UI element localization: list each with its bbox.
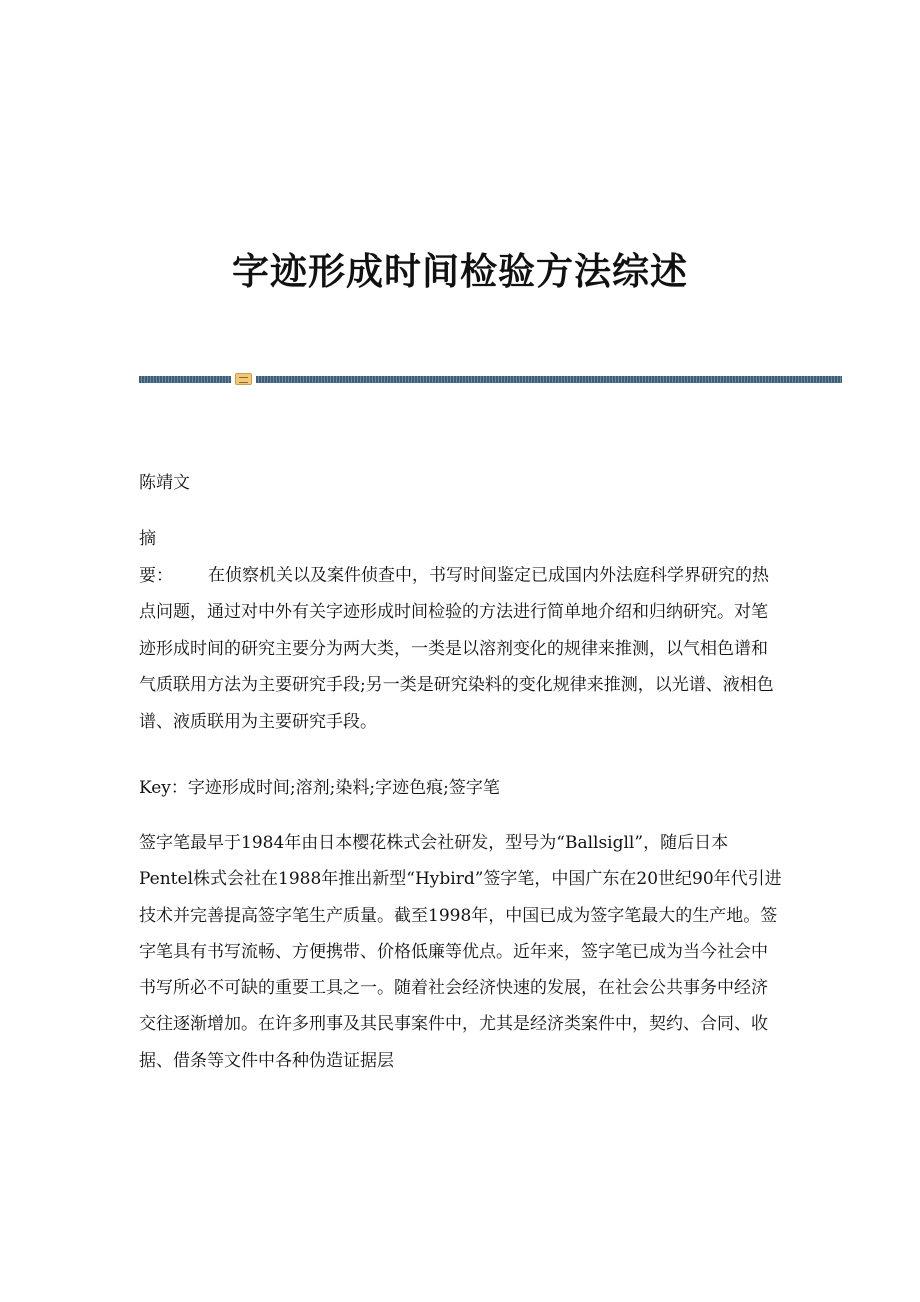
keywords-line [139, 770, 782, 806]
keywords-label: Key： [139, 778, 188, 798]
body-paragraph: 签字笔最早于1984年由日本樱花株式会社研发，型号为“Ballsigll”，随后日本Pentel株式会社在1988年推出新型“Hybird”签字笔，中国广东在20世纪90年代引进技术并完善提高签字笔生产质量。截至1998年，中国已成为签字笔最大的生产地。签字笔具有书写流畅、方便携带、价格低廉等优点。近年来，签字笔已成为当今社会中书写所必不可缺的重要工具之一。随着社会经济快速的发展，在社会公共事务中经济交往逐渐增加。在许多刑事及其民事案件中，尤其是经济类案件中，契约、合同、收据、借条等文件中各种伪造证据层 [139, 833, 782, 1071]
author-name: 陈靖文 [139, 473, 190, 493]
divider-emblem-icon [235, 373, 252, 385]
divider-bar-left [139, 376, 231, 383]
divider-bar-right [256, 376, 842, 383]
abstract-label: 摘 要： [139, 529, 190, 586]
abstract-text: 在侦察机关以及案件侦查中，书写时间鉴定已成国内外法庭科学界研究的热点问题，通过对中外有关字迹形成时间检验的方法进行简单地介绍和归纳研究。对笔迹形成时间的研究主要分为两大类，一类是以溶剂变化的规律来推测，以气相色谱和气质联用方法为主要研究手段;另一类是研究染料的变化规律来推测，以光谱、液相色谱、液质联用为主要研究手段。 [139, 565, 774, 732]
abstract-paragraph [139, 521, 782, 740]
keywords-text: 字迹形成时间;溶剂;染料;字迹色痕;签字笔 [187, 778, 500, 798]
title-divider [139, 372, 842, 386]
document-title: 字迹形成时间检验方法综述 [232, 248, 688, 293]
